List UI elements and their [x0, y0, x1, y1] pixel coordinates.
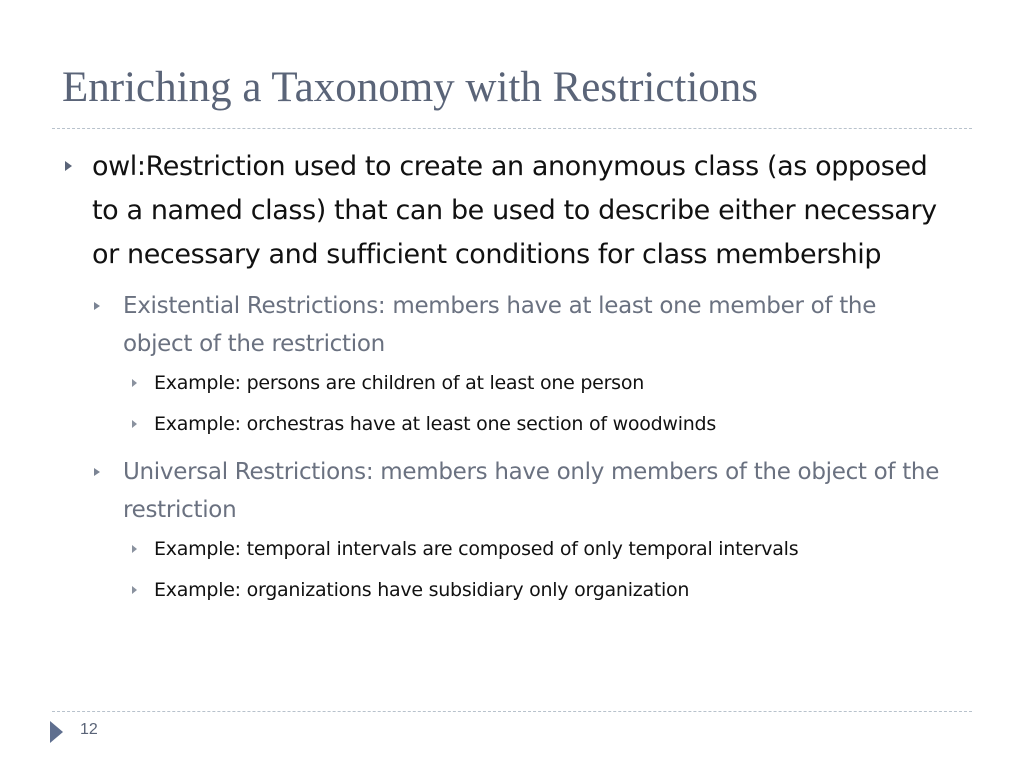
bullet-text: Existential Restrictions: members have at least one member of the object of the restriction [123, 293, 877, 357]
footer-divider [52, 711, 972, 712]
bullet-arrow-icon [65, 161, 72, 171]
bullet-arrow-icon [132, 545, 137, 553]
bullet-level3-example [130, 363, 960, 404]
slide-title: Enriching a Taxonomy with Restrictions [62, 64, 759, 111]
bullet-level3-example [130, 404, 960, 445]
bullet-level1 [62, 145, 942, 277]
bullet-text: Example: orchestras have at least one section of woodwinds [154, 413, 716, 435]
bullet-arrow-icon [132, 420, 137, 428]
title-divider [52, 128, 972, 129]
bullet-level3-example [130, 570, 960, 611]
bullet-text: owl:Restriction used to create an anonymous class (as opposed to a named class) that can be used to describe either necessary or necessary and sufficient conditions for class membership [92, 151, 937, 270]
bullet-text: Example: temporal intervals are composed of only temporal intervals [154, 538, 799, 560]
bullet-level2-universal [92, 453, 952, 529]
bullet-arrow-icon [94, 302, 100, 310]
bullet-level2-existential [92, 287, 952, 363]
footer-arrow-icon [50, 721, 63, 743]
bullet-level3-example [130, 529, 960, 570]
bullet-arrow-icon [132, 379, 137, 387]
page-number: 12 [80, 721, 98, 738]
bullet-text: Example: organizations have subsidiary only organization [154, 579, 690, 601]
slide-body [62, 145, 962, 611]
bullet-arrow-icon [132, 586, 137, 594]
bullet-arrow-icon [94, 468, 100, 476]
bullet-text: Universal Restrictions: members have only members of the object of the restriction [123, 459, 940, 523]
bullet-text: Example: persons are children of at least one person [154, 372, 644, 394]
